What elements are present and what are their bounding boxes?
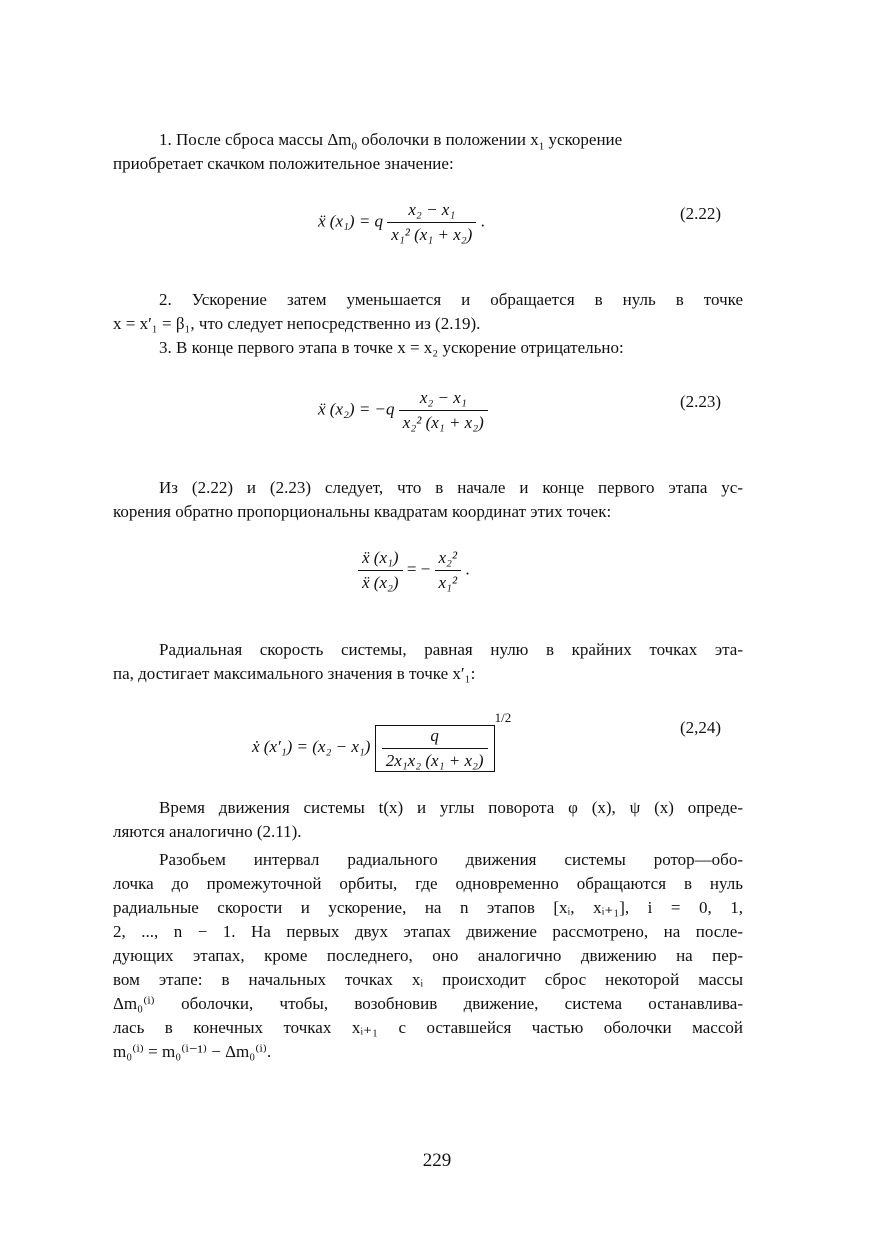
text-line: корения обратно пропорциональны квадратам координат этих точек: [113,502,612,521]
text-line: ляются аналогично (2.11). [113,822,302,841]
text-line: 1. После сброса массы $\Delta m_0$ оболочки в положении $x_1$ ускорение [159,130,623,153]
fraction: $\frac{\text{ẍ (x₁)}}{\text{ẍ (x₂)}}$ [358,548,403,593]
text-line: радиальные скорости и ускорение, на n этапов [xᵢ, xᵢ₊₁], i = 0, 1, [113,898,743,917]
paragraph-4 [113,638,743,686]
equation-ratio: $\frac{\text{ẍ (x₁)}}{\text{ẍ (x₂)}}$ = − $\frac{\text{x₂²}}{\text{x₁²}}$ . [358,548,470,593]
equation-number: (2,24) [680,718,722,737]
page-number: 229 [422,1150,452,1171]
text-line: x = x′₁ = β₁, что следует непосредственно из (2.19). [113,314,481,333]
text-line: m₀⁽ⁱ⁾ = m₀⁽ⁱ⁻¹⁾ − Δm₀⁽ⁱ⁾. [113,1042,272,1061]
text-line: Из (2.22) и (2.23) следует, что в начале и конце первого этапа ус- [159,478,743,497]
paragraph-5 [113,796,743,844]
text-line: лась в конечных точках xᵢ₊₁ с оставшейся частью оболочки массой [113,1018,743,1037]
text-line: Время движения системы t(x) и углы поворота φ (x), ψ (x) опреде- [159,798,743,817]
text-line: вом этапе: в начальных точках xᵢ происходит сброс некоторой массы [113,970,743,989]
fraction: $\frac{\text{x₂²}}{\text{x₁²}}$ [435,548,462,593]
paragraph-3 [113,476,743,524]
fraction: $\frac{q}{\text{2x₁x₂ (x₁ + x₂)}}$ [382,726,488,771]
equation-number: (2.23) [680,392,722,411]
equation-2-23: ẍ (x₂) = −q $\frac{\text{x₂ − x₁}}{\text{x₂² (x₁ + x₂)}}$ [318,388,488,433]
text-line: 2. Ускорение затем уменьшается и обращается в нуль в точке [159,290,743,309]
text-line: 2, ..., n − 1. На первых двух этапах движение рассмотрено, на после- [113,922,743,941]
text-line: лочка до промежуточной орбиты, где одновременно обращаются в нуль [113,874,743,893]
fraction: $\frac{\text{x₂ − x₁}}{\text{x₁² (x₁ + x₂)}}$ [387,200,476,245]
text-line: 3. В конце первого этапа в точке x = x₂ ускорение отрицательно: [159,338,624,357]
equation-2-24: ẋ (x′₁) = (x₂ − x₁) $\frac{q}{\text{2x₁x₂ (x₁ + x₂)}}$ $^{1/2}$ [252,710,512,770]
text-line: па, достигает максимального значения в точке x′₁: [113,664,476,683]
paragraph-2 [113,288,743,360]
fraction: $\frac{\text{x₂ − x₁}}{\text{x₂² (x₁ + x₂)}}$ [399,388,488,433]
text-line: дующих этапах, кроме последнего, оно аналогично движению на пер- [113,946,743,965]
paragraph-1 [113,128,743,176]
text-line: приобретает скачком положительное значение: [113,154,454,173]
text-line: Радиальная скорость системы, равная нулю в крайних точках эта- [159,640,743,659]
square-bracket [375,725,495,772]
text-line: Δm₀⁽ⁱ⁾ оболочки, чтобы, возобновив движение, система останавлива- [113,994,743,1013]
paragraph-6 [113,848,743,1064]
equation-2-22: ẍ (x₁) = q $\frac{\text{x₂ − x₁}}{\text{x₁² (x₁ + x₂)}}$ . [318,200,485,244]
equation-number: (2.22) [680,204,722,223]
text-line: Разобьем интервал радиального движения системы ротор—обо- [159,850,743,869]
